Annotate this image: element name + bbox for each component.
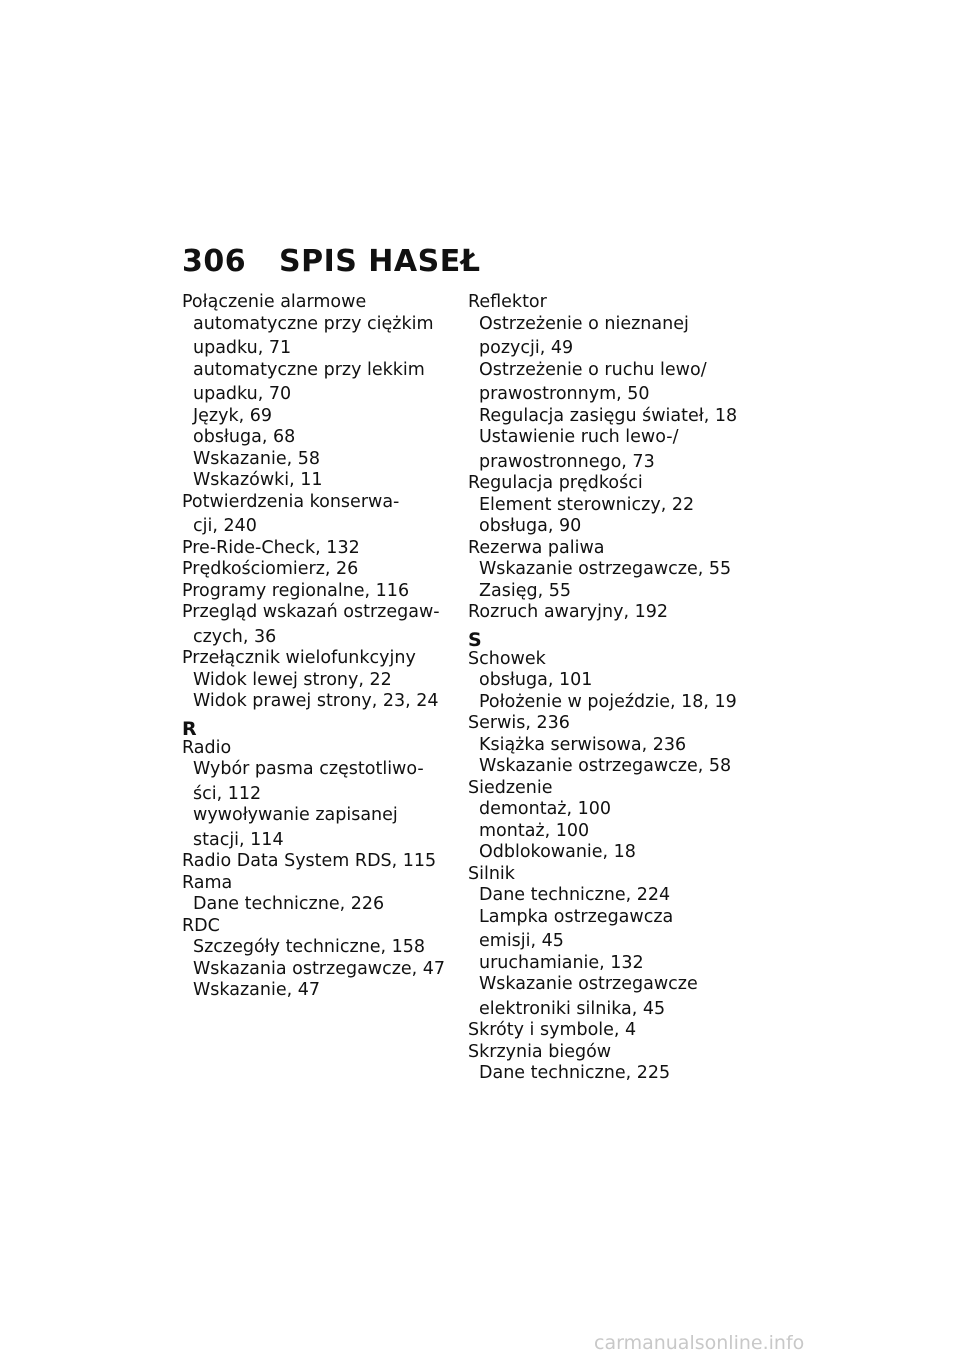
index-subentry: montaż, 100 [479, 820, 590, 841]
index-subentry: demontaż, 100 [479, 799, 612, 819]
index-entry: Skrzynia biegów [468, 1041, 612, 1062]
index-subentry: Widok lewej strony, 22 [193, 669, 392, 690]
watermark: carmanualsonline.info [594, 1332, 805, 1354]
index-entry: Połączenie alarmowe [182, 292, 367, 312]
index-entry: Radio [182, 737, 232, 758]
index-subentry: Widok prawej strony, 23, 24 [193, 691, 439, 711]
index-subentry: prawostronnym, 50 [479, 384, 650, 404]
index-subentry: obsługa, 90 [479, 516, 582, 536]
index-subentry: Język, 69 [193, 405, 272, 426]
index-subentry: obsługa, 101 [479, 670, 593, 690]
index-subentry: Położenie w pojeździe, 18, 19 [479, 691, 737, 712]
index-subentry: Dane techniczne, 225 [479, 1063, 671, 1083]
index-subentry: Wskazówki, 11 [193, 470, 323, 490]
index-subentry: pozycji, 49 [479, 338, 574, 358]
index-subentry: Element sterowniczy, 22 [479, 494, 695, 515]
index-subentry: Książka serwisowa, 236 [479, 734, 687, 755]
index-subentry: prawostronnego, 73 [479, 451, 655, 472]
index-letter-heading: S [468, 628, 482, 651]
index-subentry: Szczegóły techniczne, 158 [193, 937, 426, 957]
index-entry: Prędkościomierz, 26 [182, 559, 359, 579]
index-subentry: wywoływanie zapisanej [193, 805, 398, 825]
index-subentry: Regulacja zasięgu świateł, 18 [479, 405, 738, 426]
index-subentry: Wskazanie ostrzegawcze, 58 [479, 756, 732, 776]
page-number: 306 [182, 244, 247, 279]
index-subentry: emisji, 45 [479, 931, 564, 951]
index-column-right [468, 292, 748, 1085]
index-entry: Radio Data System RDS, 115 [182, 851, 437, 871]
index-subentry: Wskazania ostrzegawcze, 47 [193, 958, 446, 979]
index-entry: Przełącznik wielofunkcyjny [182, 648, 416, 668]
index-subentry: Dane techniczne, 224 [479, 885, 671, 905]
index-subentry: automatyczne przy ciężkim [193, 313, 434, 334]
index-entry: Potwierdzenia konserwa- [182, 491, 400, 512]
index-subentry: obsługa, 68 [193, 427, 296, 447]
index-subentry: Wskazanie ostrzegawcze [479, 974, 698, 994]
index-subentry: Wskazanie, 47 [193, 980, 320, 1000]
index-entry: Przegląd wskazań ostrzegaw- [182, 602, 440, 622]
index-column-left [182, 292, 462, 1002]
index-subentry: czych, 36 [193, 626, 277, 647]
index-subentry: upadku, 70 [193, 384, 292, 404]
index-entry: RDC [182, 915, 220, 936]
index-subentry: Ostrzeżenie o ruchu lewo/ [479, 359, 707, 380]
index-subentry: automatyczne przy lekkim [193, 359, 425, 380]
index-entry: Programy regionalne, 116 [182, 580, 410, 601]
index-subentry: elektroniki silnika, 45 [479, 998, 666, 1019]
index-subentry: cji, 240 [193, 516, 257, 536]
index-entry: Silnik [468, 863, 515, 884]
index-entry: Rezerwa paliwa [468, 537, 605, 558]
index-subentry: ści, 112 [193, 783, 262, 804]
index-subentry: Wskazanie ostrzegawcze, 55 [479, 559, 732, 579]
index-subentry: Zasięg, 55 [479, 580, 571, 601]
index-subentry: upadku, 71 [193, 338, 292, 358]
index-entry: Serwis, 236 [468, 713, 570, 733]
index-entry: Rozruch awaryjny, 192 [468, 602, 668, 622]
index-subentry: Wybór pasma częstotliwo- [193, 759, 424, 779]
index-subentry: uruchamianie, 132 [479, 952, 644, 973]
index-subentry: stacji, 114 [193, 829, 284, 850]
index-entry: Reflektor [468, 292, 547, 312]
index-subentry: Odblokowanie, 18 [479, 842, 636, 862]
index-subentry: Lampka ostrzegawcza [479, 906, 674, 927]
page-title: SPIS HASEŁ [279, 244, 481, 279]
index-entry: Schowek [468, 648, 546, 669]
index-entry: Pre-Ride-Check, 132 [182, 537, 360, 558]
index-entry: Regulacja prędkości [468, 473, 643, 493]
page-header [182, 244, 481, 279]
index-entry: Skróty i symbole, 4 [468, 1020, 637, 1040]
index-entry: Rama [182, 872, 233, 893]
index-subentry: Wskazanie, 58 [193, 448, 320, 469]
index-subentry: Ustawienie ruch lewo-/ [479, 427, 679, 447]
index-entry: Siedzenie [468, 777, 553, 798]
index-subentry: Ostrzeżenie o nieznanej [479, 313, 689, 334]
index-subentry: Dane techniczne, 226 [193, 894, 385, 914]
index-letter-heading: R [182, 717, 197, 740]
